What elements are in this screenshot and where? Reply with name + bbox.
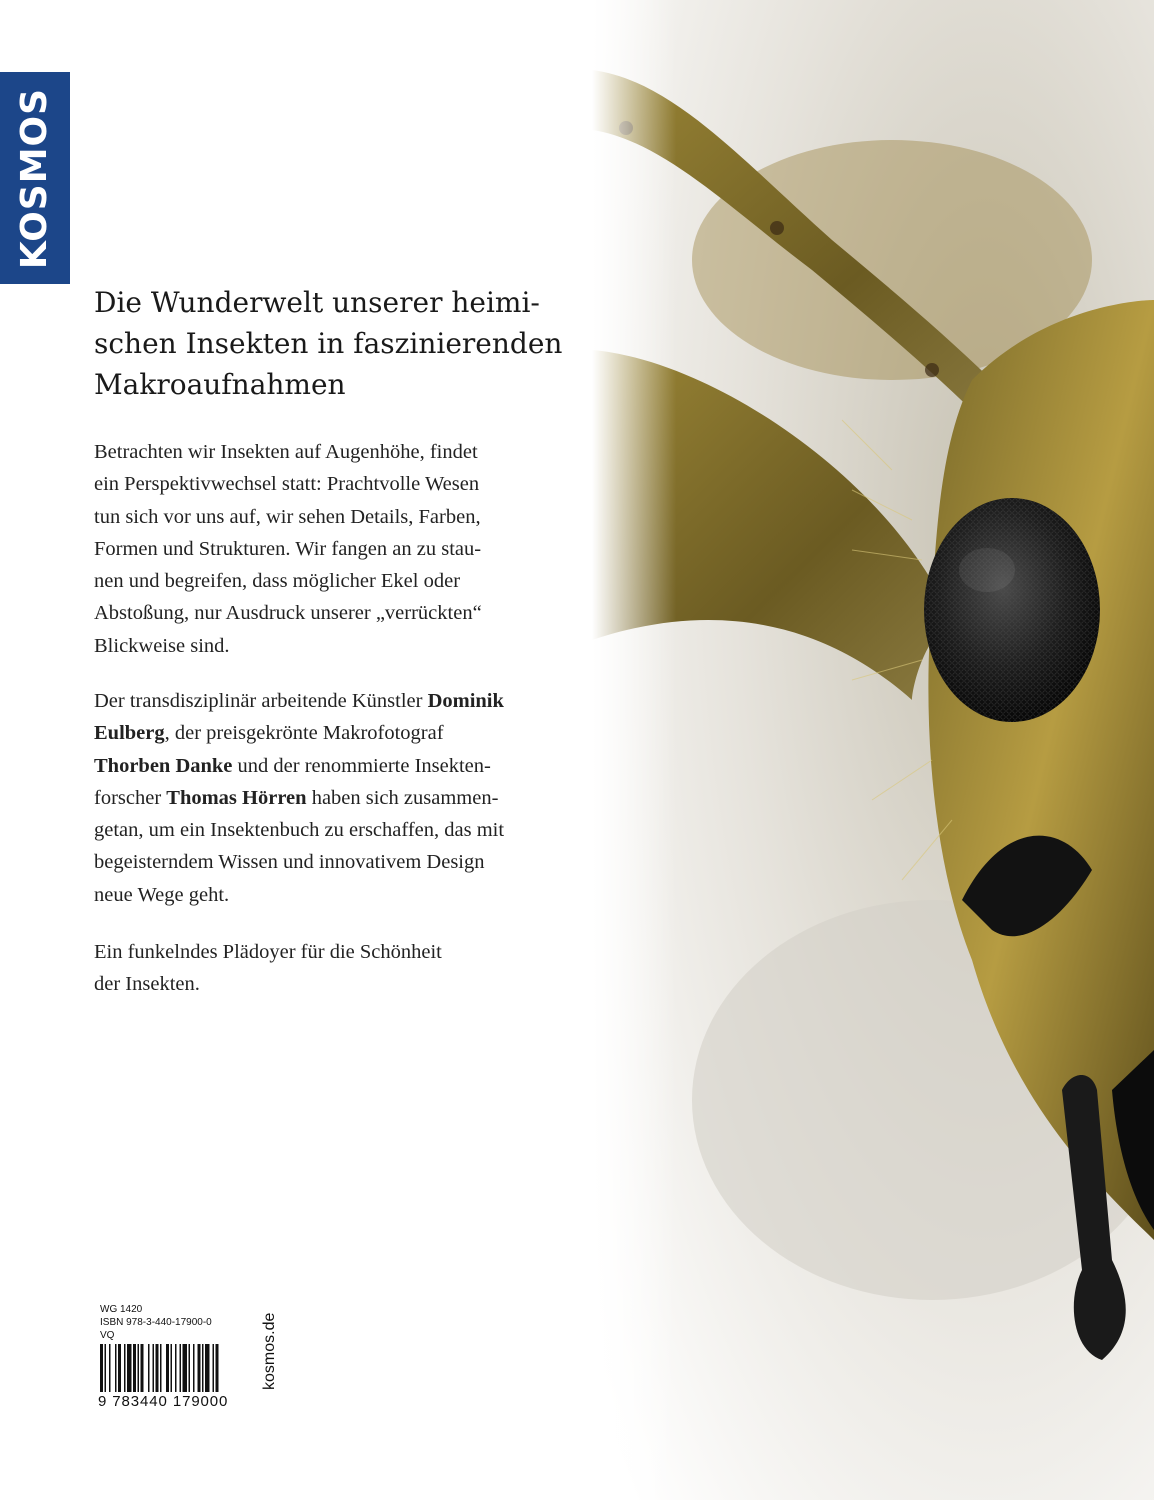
barcode-bar: [156, 1344, 159, 1392]
text-run: und der renommierte Insekten-: [232, 754, 491, 777]
barcode-bar: [189, 1344, 191, 1392]
paragraph-line: ein Perspektivwechsel statt: Prachtvolle Wesen: [94, 473, 480, 496]
paragraph-line: Blickweise sind.: [94, 634, 230, 657]
barcode-bar: [127, 1344, 132, 1392]
paragraph-line: [94, 685, 564, 717]
barcode-bar: [124, 1344, 126, 1392]
paragraph-line: [94, 750, 564, 782]
paragraph-line: Formen und Strukturen. Wir fangen an zu stau-: [94, 537, 482, 560]
barcode-bar: [148, 1344, 150, 1392]
product-group-code: WG 1420: [100, 1304, 143, 1315]
publisher-website: kosmos.de: [261, 1312, 278, 1390]
imprint-block: [100, 1303, 212, 1342]
barcode-bar: [193, 1344, 195, 1392]
paragraph-line: Ein funkelndes Plädoyer für die Schönheit: [94, 941, 442, 963]
paragraph-line: [94, 782, 564, 814]
author-name: Thomas Hörren: [166, 786, 307, 809]
barcode-bar: [198, 1344, 201, 1392]
intro-paragraph: [94, 436, 564, 662]
barcode-bar: [216, 1344, 219, 1392]
headline-line: Die Wunderwelt unserer heimi-: [94, 286, 540, 319]
barcode-bar: [105, 1344, 107, 1392]
barcode-bar: [180, 1344, 182, 1392]
headline: [94, 282, 564, 405]
paragraph-line: [94, 717, 564, 749]
text-run: Der transdisziplinär arbeitende Künstler: [94, 690, 428, 712]
author-name: Dominik: [427, 690, 504, 712]
text-run: , der preisgekrönte Makrofotograf: [164, 722, 444, 745]
paragraph-line: neue Wege geht.: [94, 883, 230, 906]
text-run: haben sich zusammen-: [306, 786, 499, 809]
paragraph-line: getan, um ein Insektenbuch zu erschaffen, das mit: [94, 819, 505, 842]
author-name: Thorben Danke: [94, 754, 233, 777]
kosmos-logo: [0, 72, 70, 284]
logo-text: KOSMOS: [14, 87, 56, 269]
closing-paragraph: [94, 936, 564, 1001]
authors-paragraph: [94, 685, 564, 911]
barcode-bar: [183, 1344, 188, 1392]
barcode-bar: [202, 1344, 204, 1392]
barcode-bar: [171, 1344, 173, 1392]
barcode-bar: [160, 1344, 162, 1392]
barcode-bar: [153, 1344, 155, 1392]
paragraph-line: begeisterndem Wissen und innovativem Design: [94, 851, 485, 874]
beetle-macro-photo: [592, 0, 1154, 1500]
barcode-bar: [118, 1344, 121, 1392]
internal-code: VQ: [100, 1330, 115, 1341]
barcode-icon: [100, 1344, 260, 1392]
barcode-bar: [115, 1344, 117, 1392]
isbn-number: ISBN 978-3-440-17900-0: [100, 1317, 212, 1328]
barcode-bar: [175, 1344, 177, 1392]
paragraph-line: Betrachten wir Insekten auf Augenhöhe, findet: [94, 441, 478, 463]
barcode-bar: [109, 1344, 111, 1392]
paragraph-line: Abstoßung, nur Ausdruck unserer „verrückten“: [94, 602, 482, 625]
barcode-bar: [100, 1344, 103, 1392]
headline-line: schen Insekten in faszinierenden: [94, 327, 563, 360]
author-name: Eulberg: [94, 722, 165, 745]
barcode-bar: [166, 1344, 169, 1392]
text-run: forscher: [94, 786, 167, 809]
paragraph-line: nen und begreifen, dass möglicher Ekel oder: [94, 570, 461, 593]
barcode-bar: [133, 1344, 136, 1392]
paragraph-line: der Insekten.: [94, 973, 200, 996]
barcode-digits: 9 783440 179000: [98, 1393, 229, 1410]
paragraph-line: tun sich vor uns auf, wir sehen Details, Farben,: [94, 505, 481, 528]
headline-line: Makroaufnahmen: [94, 368, 346, 401]
barcode-bar: [213, 1344, 215, 1392]
barcode-bar: [205, 1344, 210, 1392]
barcode-bar: [141, 1344, 144, 1392]
barcode-bar: [138, 1344, 140, 1392]
